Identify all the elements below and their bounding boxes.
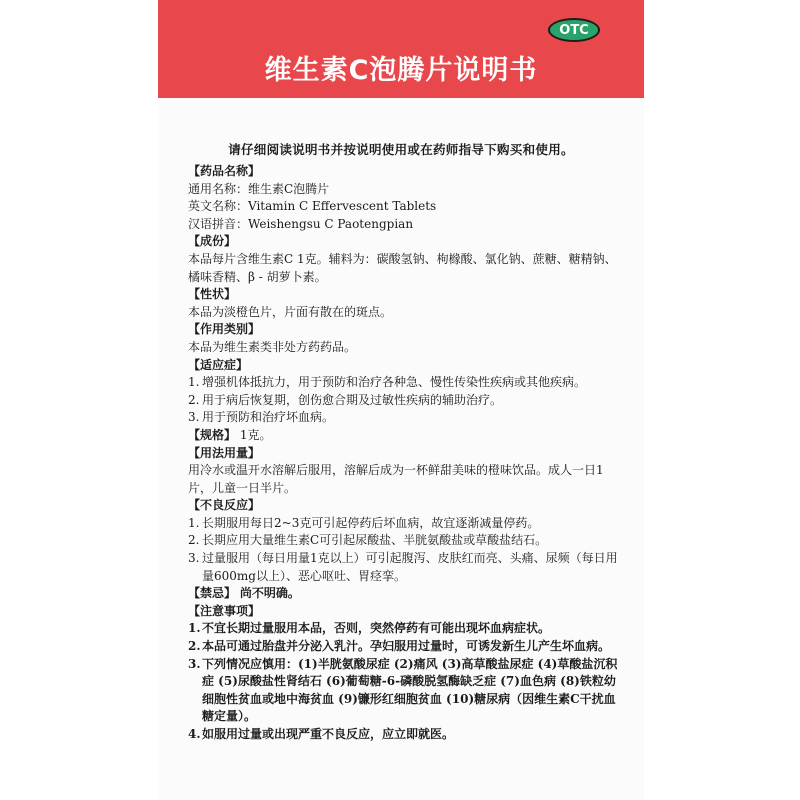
item-text: 本品可通过胎盘并分泌入乳汁。孕妇服用过量时，可诱发新生儿产生坏血病。 xyxy=(202,639,611,654)
usage-warning: 请仔细阅读说明书并按说明使用或在药师指导下购买和使用。 xyxy=(228,142,574,157)
item-text: 如服用过量或出现严重不良反应，应立即就医。 xyxy=(202,727,455,741)
item-number: 2. xyxy=(188,533,200,548)
item-number: 2. xyxy=(188,639,201,654)
indication-item xyxy=(188,409,618,427)
item-text: 不宜长期过量服用本品，否则，突然停药有可能出现坏血病症状。 xyxy=(202,621,551,636)
leaflet-content xyxy=(188,163,618,744)
item-number: 3. xyxy=(188,656,201,671)
character-text: 本品为淡橙色片，片面有散在的斑点。 xyxy=(188,304,393,319)
adverse-item xyxy=(188,515,618,533)
item-number: 1. xyxy=(188,621,201,636)
item-text: 长期应用大量维生素C可引起尿酸盐、半胱氨酸盐或草酸盐结石。 xyxy=(202,533,548,548)
pinyin-name: 汉语拼音：Weishengsu C Paotengpian xyxy=(188,216,414,231)
leaflet-title: 维生素C泡腾片说明书 xyxy=(264,55,538,86)
item-number: 4. xyxy=(188,727,201,741)
section-heading-contraindications: 【禁忌】 xyxy=(188,586,237,601)
precaution-item xyxy=(188,620,618,638)
section-heading-usage: 【用法用量】 xyxy=(188,445,261,460)
indication-item xyxy=(188,374,618,392)
section-heading-spec: 【规格】 xyxy=(188,427,237,442)
english-name: 英文名称：Vitamin C Effervescent Tablets xyxy=(188,199,437,214)
item-text: 用于预防和治疗坏血病。 xyxy=(202,410,335,425)
item-text: 长期服用每日2~3克可引起停药后坏血病，故宜逐渐减量停药。 xyxy=(202,515,540,530)
composition-text: 本品每片含维生素C 1克。辅料为：碳酸氢钠、枸橼酸、氯化钠、蔗糖、糖精钠、橘味香精、β - 胡萝卜素。 xyxy=(188,251,617,284)
spec-text: 1克。 xyxy=(239,427,272,442)
item-text: 过量服用（每日用量1克以上）可引起腹泻、皮肤红而亮、头痛、尿频（每日用量600mg以上）、恶心呕吐、胃痉挛。 xyxy=(202,551,618,583)
section-heading-composition: 【成份】 xyxy=(188,234,237,249)
indication-item xyxy=(188,392,618,410)
spec-row xyxy=(188,427,618,445)
adverse-item xyxy=(188,550,618,585)
item-text: 增强机体抵抗力，用于预防和治疗各种急、慢性传染性疾病或其他疾病。 xyxy=(202,375,587,390)
section-heading-adverse: 【不良反应】 xyxy=(188,498,261,513)
section-heading-character: 【性状】 xyxy=(188,287,237,302)
precaution-item xyxy=(188,656,618,726)
item-number: 1. xyxy=(188,515,200,530)
item-number: 3. xyxy=(188,410,200,425)
section-heading-name: 【药品名称】 xyxy=(188,164,261,178)
item-text: 用于病后恢复期，创伤愈合期及过敏性疾病的辅助治疗。 xyxy=(202,392,503,407)
contraindications-row xyxy=(188,585,618,603)
precaution-item xyxy=(188,726,618,744)
usage-text: 用冷水或温开水溶解后服用，溶解后成为一杯鲜甜美味的橙味饮品。成人一日1片，儿童一日半片。 xyxy=(188,463,604,495)
category-text: 本品为维生素类非处方药药品。 xyxy=(188,339,357,354)
section-heading-category: 【作用类别】 xyxy=(188,322,261,337)
otc-badge: OTC xyxy=(548,18,600,42)
item-text: 下列情况应慎用：(1)半胱氨酸尿症 (2)痛风 (3)高草酸盐尿症 (4)草酸盐沉积症 (5)尿酸盐性肾结石 (6)葡萄糖-6-磷酸脱氢酶缺乏症 (7)血色病 (8)铁粒幼细胞性贫血或地中海贫血 (9)镰形红细胞贫血 (10)糖尿病（因维生素C干扰血糖定量）。 xyxy=(202,656,618,724)
item-number: 1. xyxy=(188,375,200,390)
adverse-item xyxy=(188,532,618,550)
contraindications-text: 尚不明确。 xyxy=(239,586,300,601)
section-heading-precautions: 【注意事项】 xyxy=(188,603,261,618)
precaution-item xyxy=(188,638,618,656)
item-number: 3. xyxy=(188,551,200,566)
item-number: 2. xyxy=(188,392,200,407)
common-name: 通用名称：维生素C泡腾片 xyxy=(188,181,330,196)
section-heading-indications: 【适应症】 xyxy=(188,357,249,372)
